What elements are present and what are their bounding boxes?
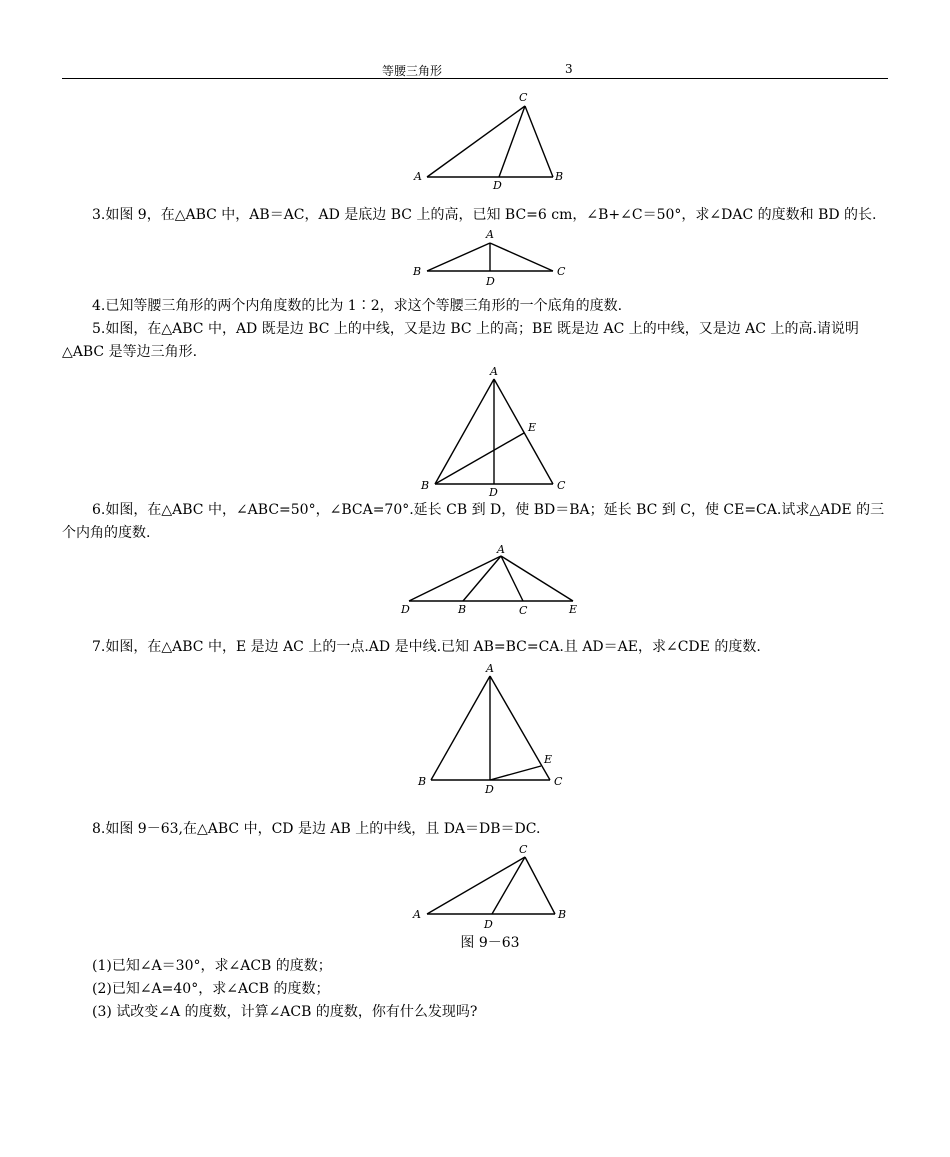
figure-problem-8 <box>405 840 575 935</box>
problem-8-question-3: (3) 试改变∠A 的度数，计算∠ACB 的度数，你有什么发现吗? <box>92 1004 478 1020</box>
label-d: D <box>493 179 502 192</box>
label-e: E <box>528 421 537 434</box>
segment-cd <box>499 106 525 177</box>
label-d: D <box>485 783 494 796</box>
label-c: C <box>557 265 566 278</box>
label-d: D <box>401 603 410 616</box>
figure-problem-3 <box>405 226 575 288</box>
problem-7: 7.如图，在△ABC 中，E 是边 AC 上的一点.AD 是中线.已知 AB=BC=CA.且 AD＝AE，求∠CDE 的度数. <box>92 639 761 655</box>
label-a: A <box>486 662 494 675</box>
problem-5: 5.如图，在△ABC 中，AD 既是边 BC 上的中线，又是边 BC 上的高；BE 既是边 AC 上的中线，又是边 AC 上的高.请说明△ABC 是等边三角形. <box>62 321 859 360</box>
segment-ac <box>490 243 553 271</box>
label-e: E <box>569 603 578 616</box>
label-b: B <box>413 265 422 278</box>
figure-problem-6 <box>395 543 590 619</box>
segment-ab <box>431 676 490 780</box>
figure-triangle-top <box>405 88 575 193</box>
label-d: D <box>489 486 498 499</box>
label-d: D <box>484 918 493 931</box>
segment-da <box>409 556 501 601</box>
label-c: C <box>557 479 566 492</box>
label-a: A <box>413 908 421 921</box>
segment-ab <box>463 556 501 601</box>
label-a: A <box>414 170 422 183</box>
segment-de <box>490 766 541 780</box>
label-d: D <box>486 275 495 288</box>
label-b: B <box>458 603 467 616</box>
problem-8: 8.如图 9－63,在△ABC 中，CD 是边 AB 上的中线，且 DA＝DB＝DC. <box>92 821 541 837</box>
label-b: B <box>421 479 430 492</box>
figure-problem-7 <box>408 660 573 800</box>
label-c: C <box>519 843 528 856</box>
page-number: 3 <box>565 62 573 76</box>
header-title: 等腰三角形 <box>382 64 443 78</box>
label-c: C <box>519 604 528 617</box>
label-a: A <box>490 365 498 378</box>
page-header <box>62 60 888 79</box>
label-b: B <box>558 908 567 921</box>
segment-cb <box>525 106 553 177</box>
segment-ac <box>427 106 525 177</box>
label-c: C <box>519 91 528 104</box>
problem-4: 4.已知等腰三角形的两个内角度数的比为 1∶2，求这个等腰三角形的一个底角的度数. <box>92 298 623 314</box>
problem-8-question-2: (2)已知∠A=40°，求∠ACB 的度数； <box>92 981 330 997</box>
label-c: C <box>554 775 563 788</box>
figure-problem-5 <box>412 362 572 502</box>
label-a: A <box>486 228 494 241</box>
segment-cb <box>525 857 555 914</box>
segment-ab <box>435 379 494 484</box>
segment-ac <box>427 857 525 914</box>
problem-6: 6.如图，在△ABC 中，∠ABC=50°，∠BCA=70°.延长 CB 到 D，使 BD＝BA；延长 BC 到 C，使 CE=CA.试求△ADE 的三个内角的度数. <box>62 502 885 541</box>
label-e: E <box>544 753 553 766</box>
segment-ac <box>494 379 553 484</box>
label-b: B <box>555 170 564 183</box>
segment-cd <box>492 857 525 914</box>
segment-ac <box>490 676 553 780</box>
figure-caption: 图 9－63 <box>460 935 520 951</box>
segment-be <box>435 433 524 484</box>
label-b: B <box>418 775 427 788</box>
segment-ba <box>427 243 490 271</box>
problem-3: 3.如图 9，在△ABC 中，AB＝AC，AD 是底边 BC 上的高，已知 BC=6 cm，∠B+∠C＝50°，求∠DAC 的度数和 BD 的长. <box>92 207 877 223</box>
problem-8-question-1: (1)已知∠A＝30°，求∠ACB 的度数； <box>92 958 332 974</box>
label-a: A <box>497 543 505 556</box>
